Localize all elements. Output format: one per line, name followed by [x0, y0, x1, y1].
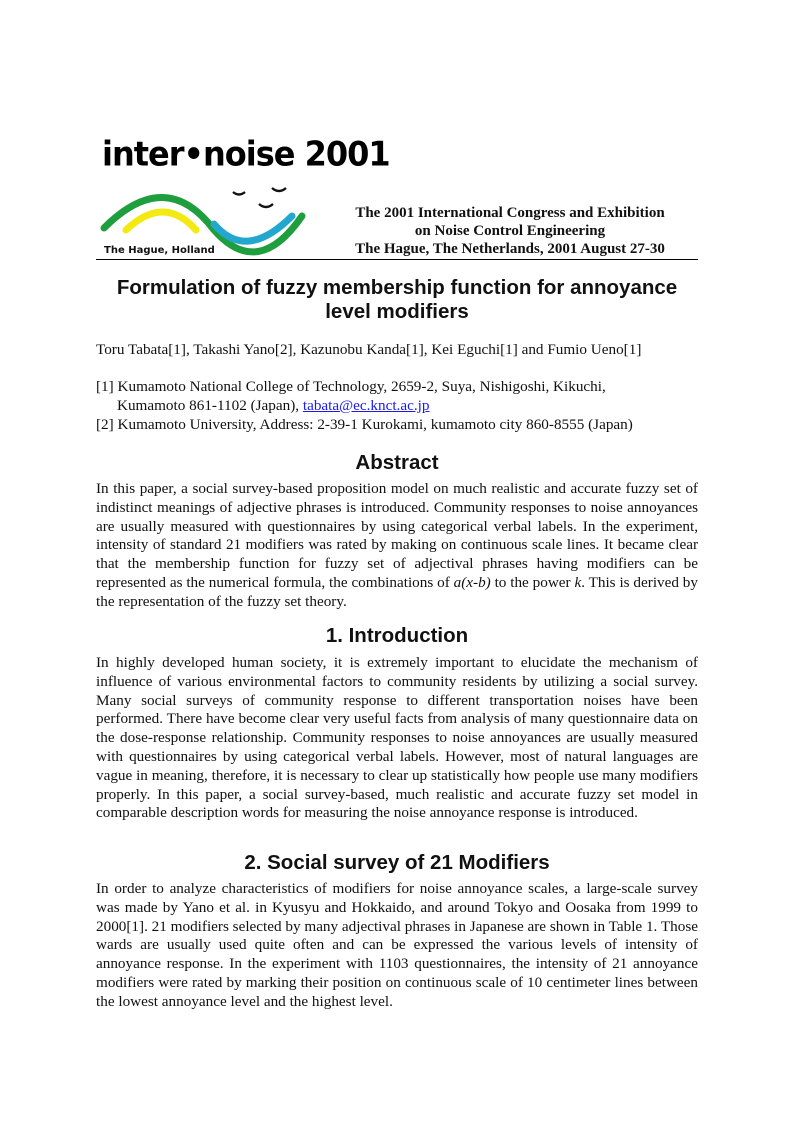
abstract-text-part-1: In this paper, a social survey-based proposition model on much realistic and accurate fuzzy set of indistinct meanings of adjective phrases is introduced. Community responses to noise annoyances are usually measured with questionnaires by using categorical verbal labels. In the experiment, intensity of standard 21 modifiers was rated by making on continuous scale lines. It became clear that the membership function for fuzzy set of adjectival phrases having modifiers can be represented as the numerical formula, the combinations of: [96, 480, 698, 591]
introduction-text: In highly developed human society, it is extremely important to elucidate the mechanism of influence of various environmental factors to community residents by utilizing a social survey. Many social surveys of community response to different transportation noises have been performed. There have become clear very useful facts from analysis of many questionnaire data on the dose-response relationship. Community responses to noise annoyances are usually measured with questionnaires by using categorical verbal labels. However, most of natural languages are vague in meaning, therefore, it is necessary to clear up statistically how people use many modifiers properly. In this paper, a social survey-based, much realistic and accurate fuzzy set model in comparable description words for measuring the noise annoyance response is introduced.: [96, 654, 698, 822]
logo-yellow-wave: [126, 212, 196, 230]
introduction-heading: 1. Introduction: [325, 624, 469, 647]
affiliation-1-address: Kumamoto 861-1102 (Japan),: [117, 396, 303, 414]
author-list: Toru Tabata[1], Takashi Yano[2], Kazunobu Kanda[1], Kei Eguchi[1] and Fumio Ueno[1]: [96, 341, 642, 358]
conference-line-2: on Noise Control Engineering: [414, 223, 606, 239]
conference-line-3: The Hague, The Netherlands, 2001 August 27-30: [355, 241, 665, 257]
affiliation-1-line-2: [96, 397, 698, 416]
affiliation-1-line-1: [1] Kumamoto National College of Technology, 2659-2, Suya, Nishigoshi, Kikuchi,: [96, 378, 606, 395]
logo-smile-1: [233, 192, 245, 195]
logo-title: inter•noise 2001: [102, 134, 390, 174]
logo-smile-3: [272, 188, 286, 191]
abstract-heading: Abstract: [355, 451, 439, 474]
abstract-text: [96, 480, 698, 612]
header-rule: [96, 259, 698, 260]
paper-title: Formulation of fuzzy membership function for annoyance level modifiers: [116, 276, 678, 323]
author-email-link[interactable]: tabata@ec.knct.ac.jp: [302, 396, 430, 414]
affiliations: [96, 378, 698, 434]
logo-location: The Hague, Holland: [104, 245, 215, 256]
abstract-text-part-2: to the power: [490, 573, 575, 591]
conference-header: [320, 204, 700, 258]
survey-heading: 2. Social survey of 21 Modifiers: [244, 851, 550, 874]
logo-smile-2: [259, 204, 273, 207]
abstract-formula: a(x-b): [453, 573, 491, 591]
abstract-text-part-3: . This is derived by the representation of the fuzzy set theory.: [96, 573, 698, 610]
conference-line-1: The 2001 International Congress and Exhibition: [355, 205, 665, 221]
survey-text: In order to analyze characteristics of modifiers for noise annoyance scales, a large-scale survey was made by Yano et al. in Kyusyu and Hokkaido, and around Tokyo and Oosaka from 1999 to 2000[1]. 21 modifiers selected by many adjectival phrases in Japanese are shown in Table 1. Those wards are usually used quite often and can be expressed the various levels of intensity of annoyance response. In the experiment with 1103 questionnaires, the intensity of 21 annoyance modifiers were rated by marking their position on continuous scale of 10 centimeter lines between the lowest annoyance level and the highest level.: [96, 880, 698, 1010]
abstract-power: k: [574, 573, 582, 591]
affiliation-2: [2] Kumamoto University, Address: 2-39-1 Kurokami, kumamoto city 860-8555 (Japan): [96, 415, 633, 433]
